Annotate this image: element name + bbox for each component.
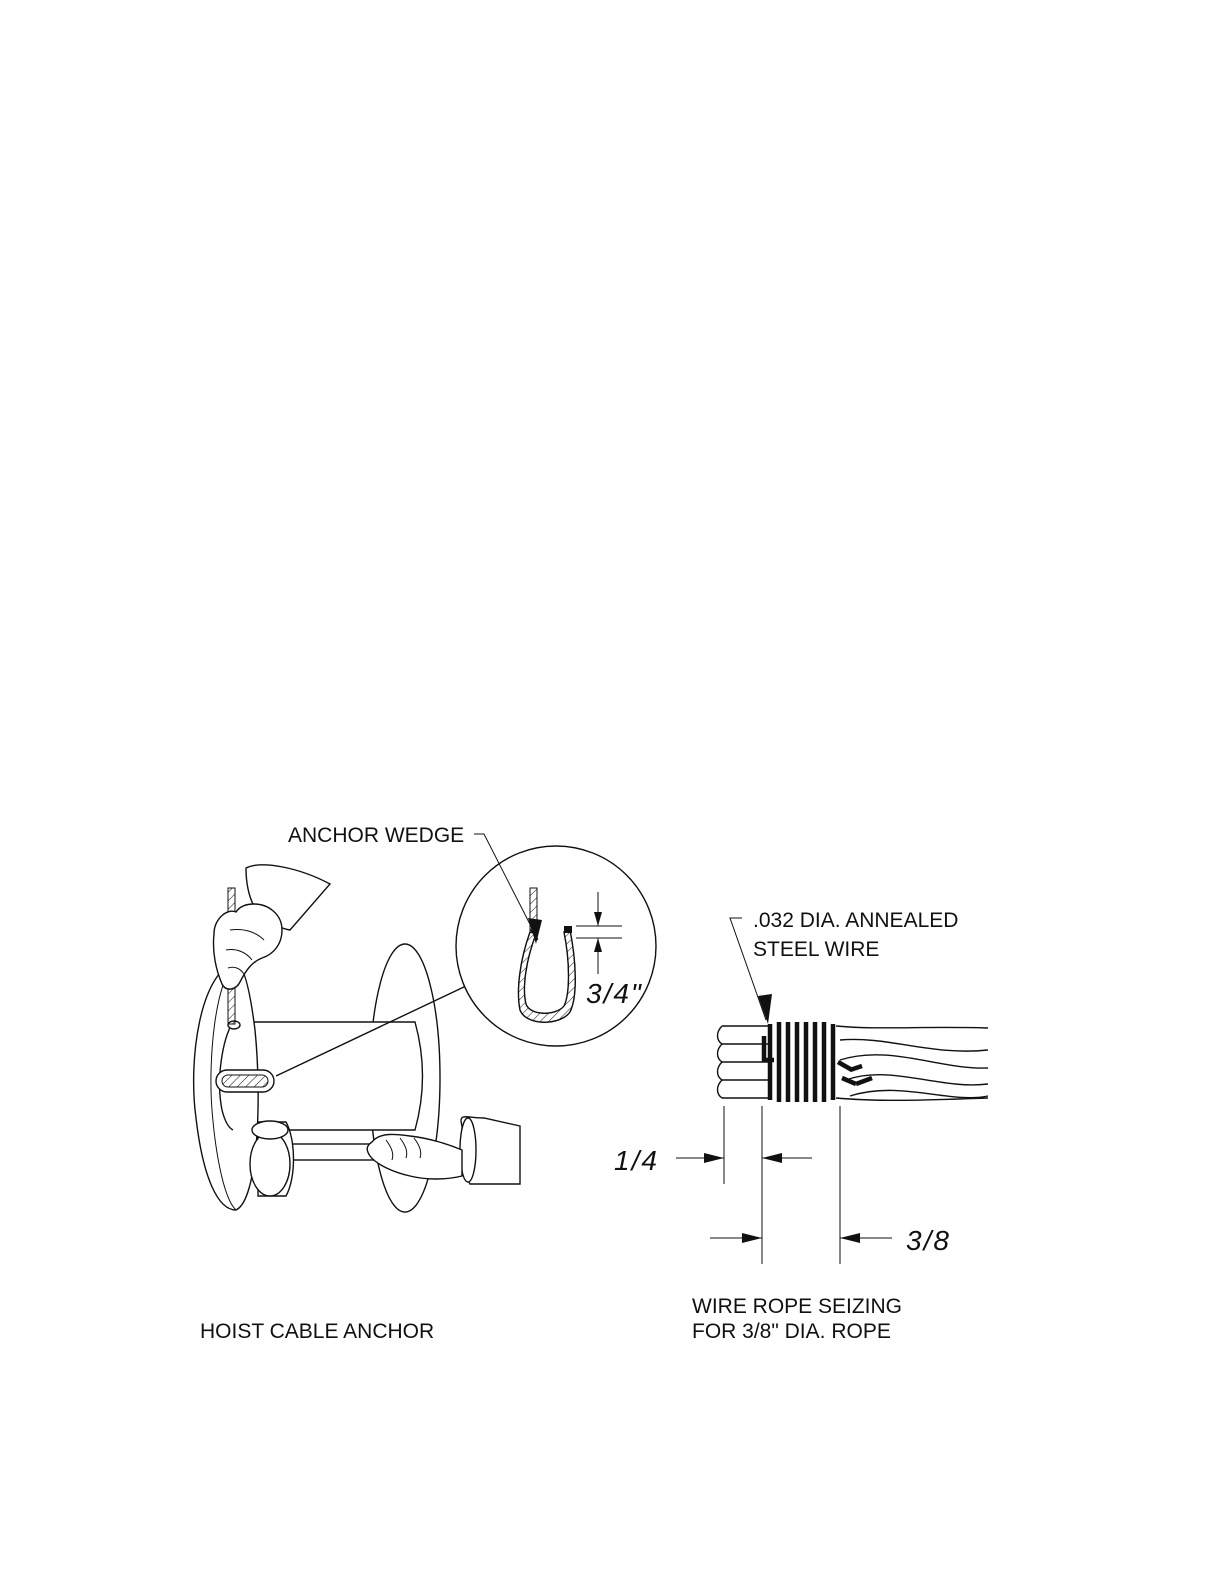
hoist-cable-anchor-caption: HOIST CABLE ANCHOR <box>200 1320 435 1343</box>
dimension-quarter-label: 1/4 <box>614 1145 659 1176</box>
wire-rope-seizing-caption-line2: FOR 3/8" DIA. ROPE <box>692 1320 891 1343</box>
wire-rope-seizing-caption-line1: WIRE ROPE SEIZING <box>692 1295 903 1318</box>
wire-rope-seizing-figure <box>676 918 988 1264</box>
dimension-three-eighths-label: 3/8 <box>906 1225 951 1256</box>
steel-wire-label-line2: STEEL WIRE <box>753 938 880 961</box>
seizing-wire-wrap <box>764 1022 872 1102</box>
steel-wire-leader <box>730 918 766 1020</box>
wedge-detail-circle <box>456 846 656 1046</box>
rope-strands-left <box>722 1026 768 1098</box>
rope-twisted-right <box>836 1026 988 1100</box>
wedge-dimension-label: 3/4" <box>586 978 643 1009</box>
anchor-wedge-label: ANCHOR WEDGE <box>288 824 465 847</box>
steel-wire-label-line1: .032 DIA. ANNEALED <box>753 909 959 932</box>
hammer <box>250 1121 382 1196</box>
